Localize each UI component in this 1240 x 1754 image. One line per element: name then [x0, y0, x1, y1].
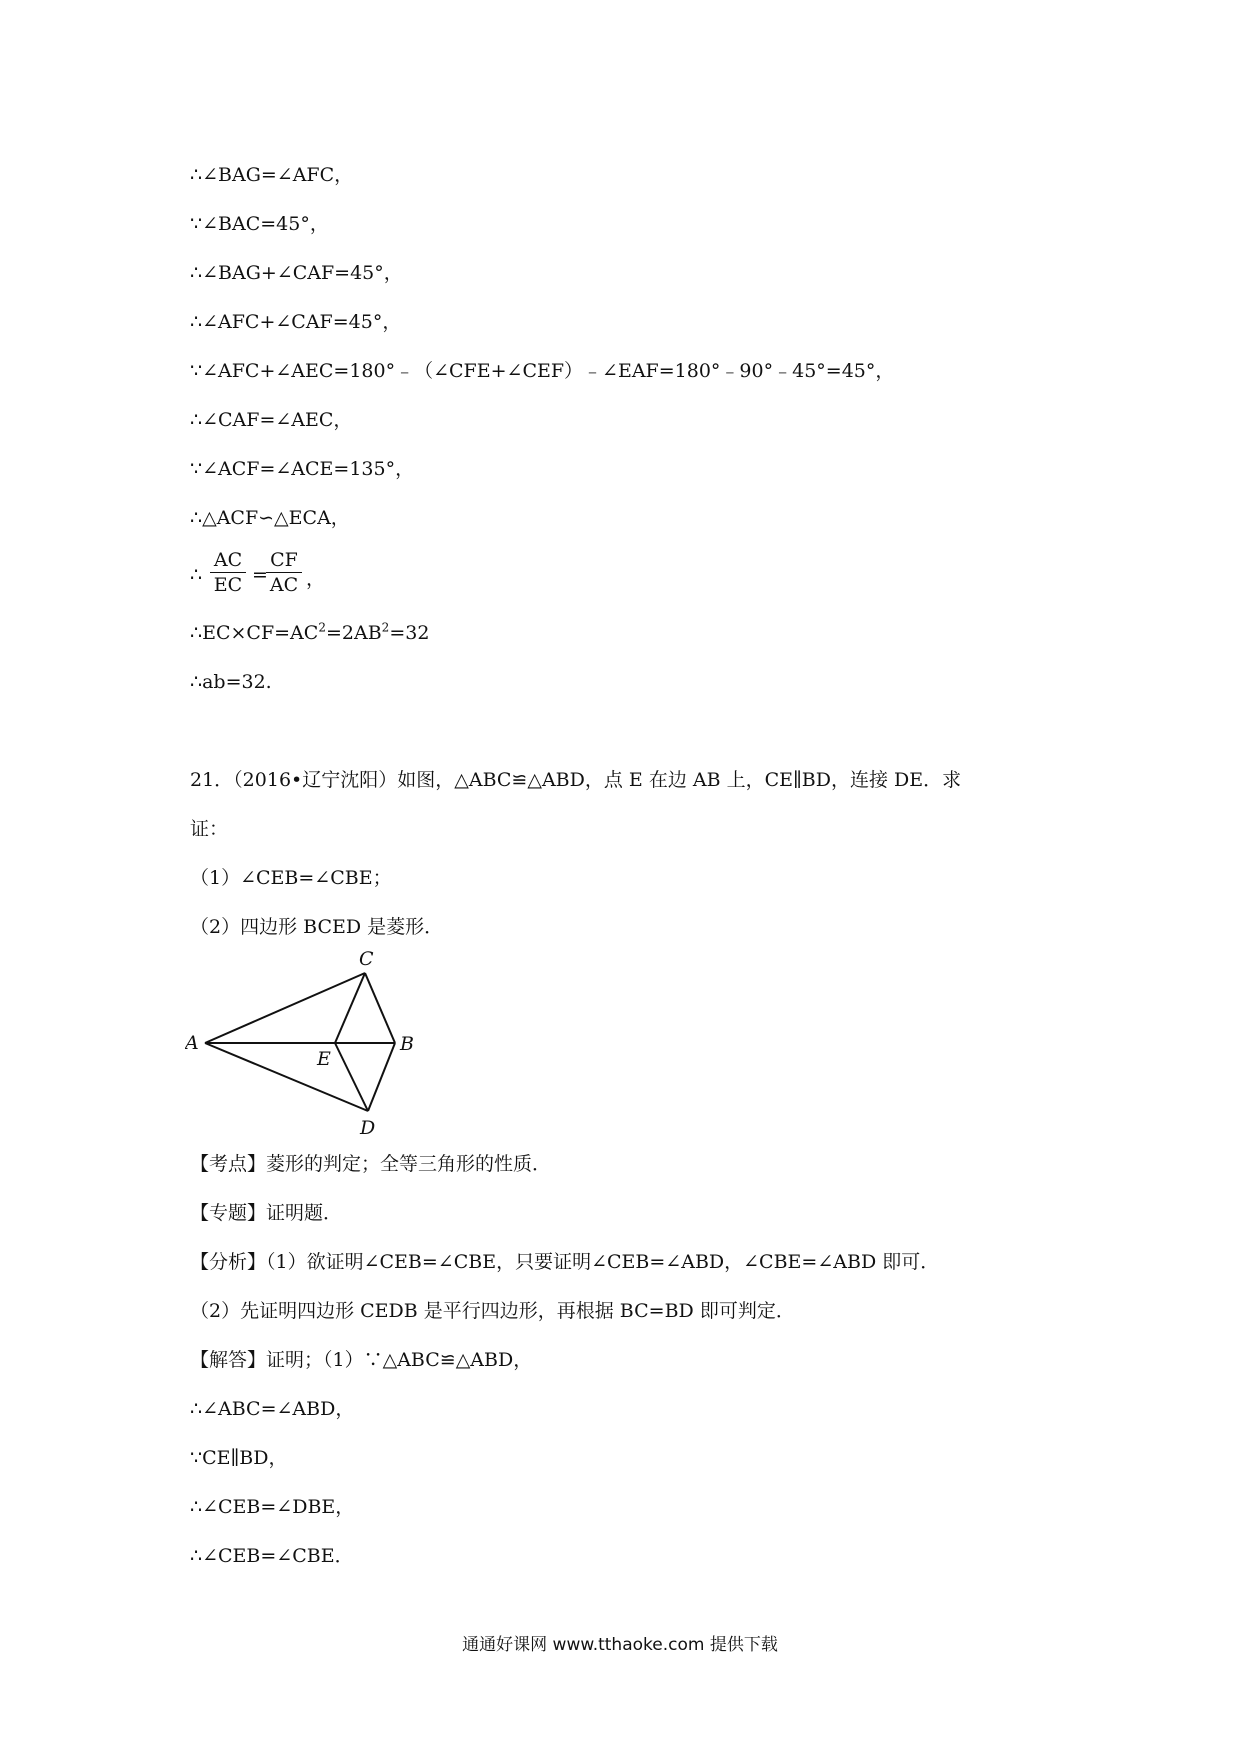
left-numerator: AC: [213, 549, 243, 571]
problem-part-2: （2）四边形 BCED 是菱形．: [190, 916, 444, 938]
exponent: 2: [318, 620, 326, 635]
segment-cb: [365, 973, 395, 1043]
right-fraction: [266, 548, 302, 597]
label-c: C: [359, 948, 374, 970]
label-b: B: [400, 1033, 414, 1055]
jieda-line: 【解答】证明；（1）∵△ABC≌△ABD，: [190, 1349, 533, 1371]
left-fraction: [210, 548, 246, 597]
kaodian-line: 【考点】菱形的判定；全等三角形的性质．: [190, 1153, 552, 1175]
label-d: D: [360, 1117, 376, 1139]
product-part-b: =2AB: [325, 622, 382, 644]
derivation-line-6: ∴∠CAF=∠AEC，: [190, 409, 353, 431]
comma: ，: [306, 568, 326, 590]
zhuanti-line: 【专题】证明题．: [190, 1202, 343, 1224]
derivation-line-7: ∵∠ACF=∠ACE=135°，: [190, 458, 415, 480]
derivation-line-11: ∴ab=32.: [190, 671, 272, 693]
geometry-figure: [185, 948, 475, 1148]
derivation-line-2: ∵∠BAC=45°，: [190, 213, 329, 235]
derivation-line-3: ∴∠BAG+∠CAF=45°，: [190, 262, 403, 284]
solution-step-4: ∴∠CEB=∠CBE．: [190, 1545, 354, 1567]
segment-bd: [368, 1043, 395, 1111]
fenxi-line-1: 【分析】（1）欲证明∠CEB=∠CBE，只要证明∠CEB=∠ABD，∠CBE=∠ABD 即可．: [190, 1251, 940, 1273]
left-denominator: EC: [213, 574, 243, 596]
product-part-c: =32: [389, 622, 430, 644]
exponent: 2: [381, 620, 390, 635]
derivation-line-5: ∵∠AFC+∠AEC=180°﹣（∠CFE+∠CEF）﹣∠EAF=180°﹣90°﹣45°=45°，: [190, 360, 895, 382]
therefore-symbol: ∴: [190, 564, 203, 586]
right-numerator: CF: [270, 549, 298, 571]
equals-sign: =: [252, 564, 268, 586]
solution-step-3: ∴∠CEB=∠DBE，: [190, 1496, 355, 1518]
solution-step-2: ∵CE∥BD，: [190, 1447, 288, 1469]
derivation-line-10: [190, 620, 429, 646]
segment-ac: [205, 973, 365, 1043]
label-a: A: [185, 1032, 199, 1054]
derivation-line-4: ∴∠AFC+∠CAF=45°，: [190, 311, 402, 333]
derivation-line-8: ∴△ACF∽△ECA，: [190, 507, 350, 529]
label-e: E: [317, 1048, 331, 1070]
problem-part-1: （1）∠CEB=∠CBE；: [190, 867, 392, 889]
page-footer: 通通好课网 www.tthaoke.com 提供下载: [462, 1635, 778, 1655]
product-part-a: ∴EC×CF=AC: [190, 622, 319, 644]
problem-stem-line-2: 证：: [190, 818, 229, 840]
segment-ed: [335, 1043, 368, 1111]
fenxi-line-2: （2）先证明四边形 CEDB 是平行四边形，再根据 BC=BD 即可判定．: [190, 1300, 795, 1322]
solution-step-1: ∴∠ABC=∠ABD，: [190, 1398, 355, 1420]
derivation-line-1: ∴∠BAG=∠AFC，: [190, 164, 354, 186]
right-denominator: AC: [269, 574, 299, 596]
segment-ad: [205, 1043, 368, 1111]
problem-stem-line-1: 21．（2016•辽宁沈阳）如图，△ABC≌△ABD，点 E 在边 AB 上，CE∥BD，连接 DE．求: [190, 769, 962, 791]
